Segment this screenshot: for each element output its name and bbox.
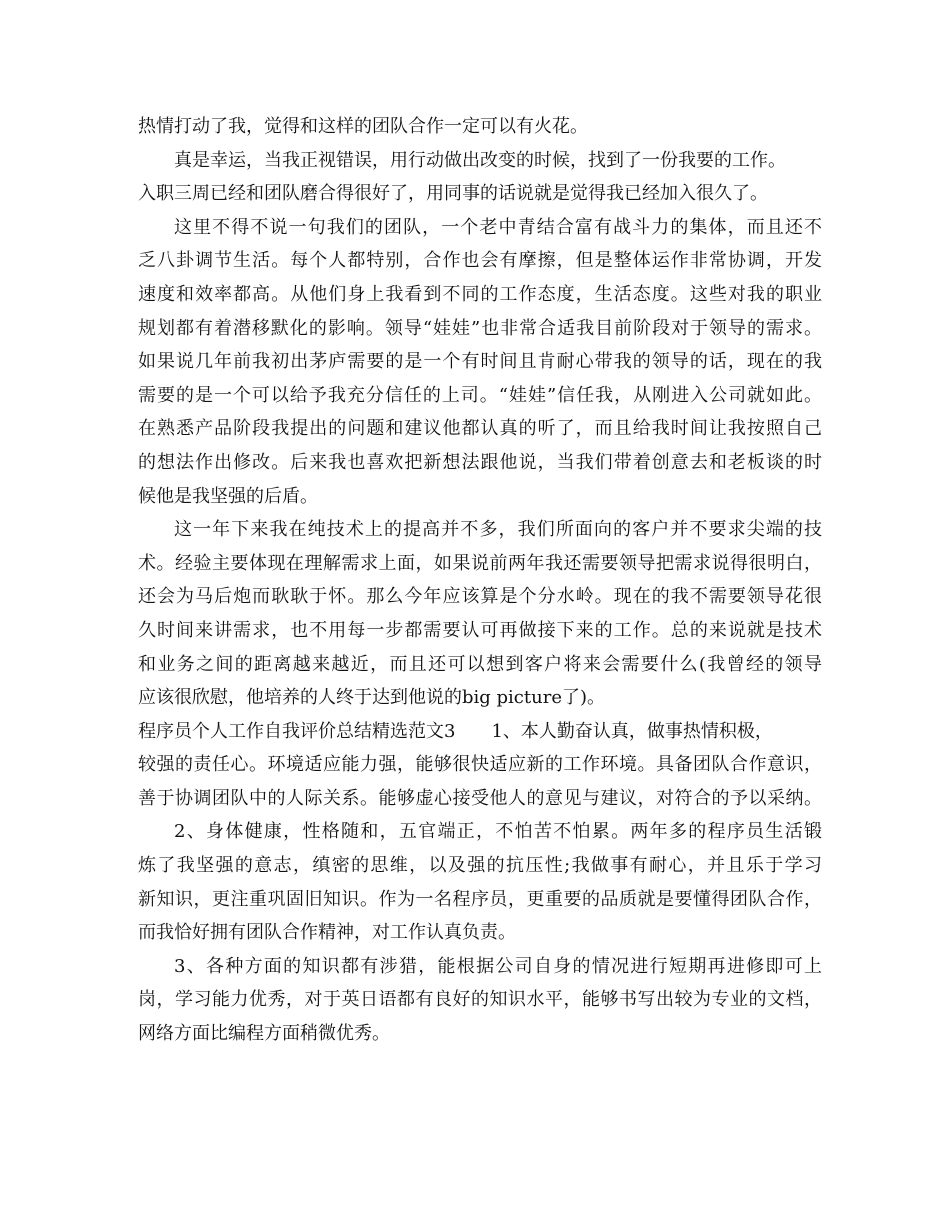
text-line: 程序员个人工作自我评价总结精选范文3 1、本人勤奋认真，做事热情积极， bbox=[138, 720, 773, 742]
text-line: 善于协调团队中的人际关系。能够虚心接受他人的意见与建议，对符合的予以采纳。 bbox=[138, 787, 822, 809]
text-line: 需要的是一个可以给予我充分信任的上司。“娃娃”信任我，从刚进入公司就如此。 bbox=[138, 384, 822, 406]
text-line: 乏八卦调节生活。每个人都特别，合作也会有摩擦，但是整体运作非常协调，开发 bbox=[138, 250, 822, 272]
text-line: 网络方面比编程方面稍微优秀。 bbox=[138, 1023, 390, 1045]
text-line: 还会为马后炮而耿耿于怀。那么今年应该算是个分水岭。现在的我不需要领导花很 bbox=[138, 586, 822, 608]
text-line: 岗，学习能力优秀，对于英日语都有良好的知识水平，能够书写出较为专业的文档， bbox=[138, 989, 822, 1011]
text-line: 速度和效率都高。从他们身上我看到不同的工作态度，生活态度。这些对我的职业 bbox=[138, 283, 822, 305]
text-line: 和业务之间的距离越来越近，而且还可以想到客户将来会需要什么(我曾经的领导 bbox=[138, 653, 822, 675]
text-line: 久时间来讲需求，也不用每一步都需要认可再做接下来的工作。总的来说就是技术 bbox=[138, 619, 822, 641]
text-line: 新知识，更注重巩固旧知识。作为一名程序员，更重要的品质就是要懂得团队合作， bbox=[138, 888, 822, 910]
text-line: 这一年下来我在纯技术上的提高并不多，我们所面向的客户并不要求尖端的技 bbox=[174, 519, 822, 541]
text-line: 规划都有着潜移默化的影响。领导“娃娃”也非常合适我目前阶段对于领导的需求。 bbox=[138, 317, 822, 339]
text-line: 入职三周已经和团队磨合得很好了，用同事的话说就是觉得我已经加入很久了。 bbox=[138, 183, 768, 205]
text-line: 炼了我坚强的意志，缜密的思维，以及强的抗压性;我做事有耐心，并且乐于学习 bbox=[138, 855, 822, 877]
text-line: 而我恰好拥有团队合作精神，对工作认真负责。 bbox=[138, 922, 516, 944]
text-line: 这里不得不说一句我们的团队，一个老中青结合富有战斗力的集体，而且还不 bbox=[174, 216, 822, 238]
text-line: 热情打动了我，觉得和这样的团队合作一定可以有火花。 bbox=[138, 116, 588, 137]
text-line: 应该很欣慰，他培养的人终于达到他说的big picture了)。 bbox=[138, 687, 605, 709]
document-page bbox=[138, 110, 822, 1051]
text-line: 3、各种方面的知识都有涉猎，能根据公司自身的情况进行短期再进修即可上 bbox=[174, 955, 822, 977]
text-line: 真是幸运，当我正视错误，用行动做出改变的时候，找到了一份我要的工作。 bbox=[174, 149, 786, 171]
text-line: 2、身体健康，性格随和，五官端正，不怕苦不怕累。两年多的程序员生活锻 bbox=[174, 821, 822, 843]
text-line: 如果说几年前我初出茅庐需要的是一个有时间且肯耐心带我的领导的话，现在的我 bbox=[138, 351, 822, 373]
text-line: 在熟悉产品阶段我提出的问题和建议他都认真的听了，而且给我时间让我按照自己 bbox=[138, 418, 822, 440]
text-line: 候他是我坚强的后盾。 bbox=[138, 485, 318, 507]
text-line: 术。经验主要体现在理解需求上面，如果说前两年我还需要领导把需求说得很明白， bbox=[138, 552, 822, 574]
text-line: 的想法作出修改。后来我也喜欢把新想法跟他说，当我们带着创意去和老板谈的时 bbox=[138, 451, 822, 473]
text-line: 较强的责任心。环境适应能力强，能够很快适应新的工作环境。具备团队合作意识， bbox=[138, 754, 822, 776]
